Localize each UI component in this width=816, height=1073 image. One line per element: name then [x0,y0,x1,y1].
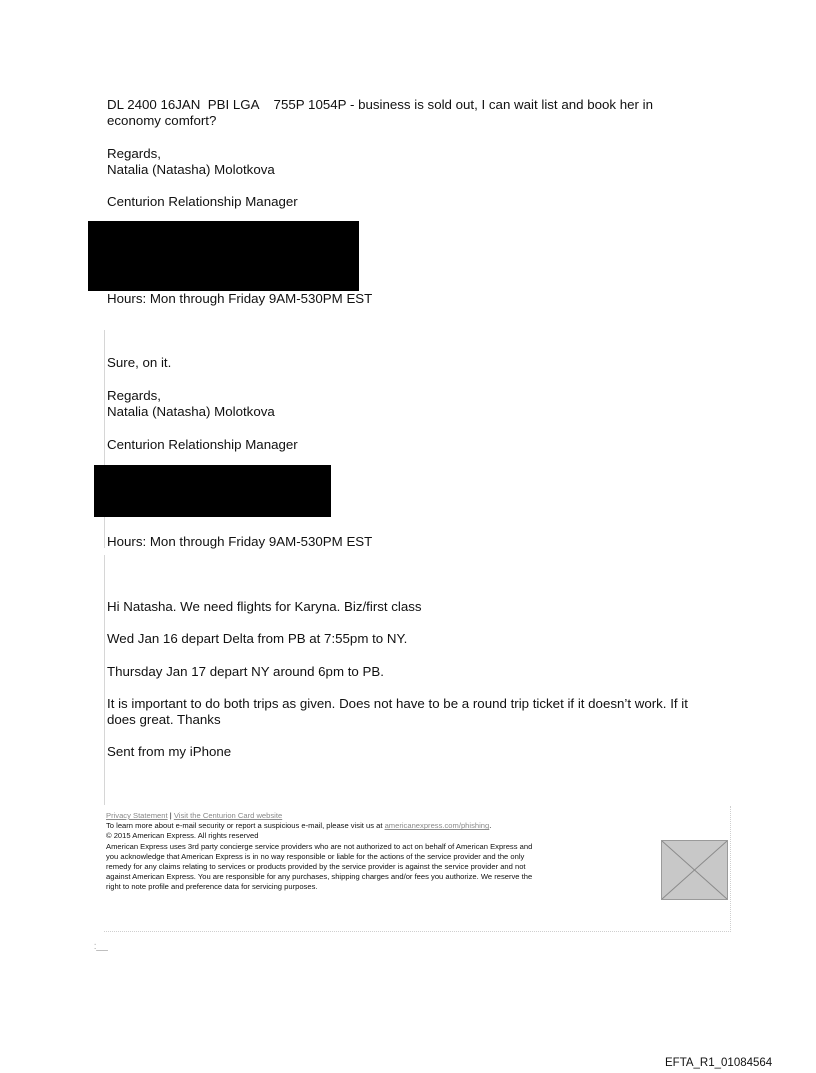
footer-text [106,811,658,893]
centurion-website-link[interactable]: Visit the Centurion Card website [173,811,283,820]
document-id-stamp: EFTA_R1_01084564 [665,1057,773,1069]
email1-line1: DL 2400 16JAN PBI LGA 755P 1054P - business is sold out, I can wait list and book her in [107,97,653,112]
disclaimer-line-2: you acknowledge that American Express is in no way responsible or liable for the actions of the service provider and the only [106,851,525,861]
footer-link-separator: | [169,811,172,820]
security-notice [106,821,658,831]
email1-sender-name: Natalia (Natasha) Molotkova [107,162,275,177]
email1-line2: economy comfort? [107,113,217,128]
disclaimer-line-5: right to note profile and preference data for servicing purposes. [106,882,318,892]
redaction-block-2 [94,465,331,517]
quote-bar-2 [104,555,105,805]
email3-note-line1: It is important to do both trips as given. Does not have to be a round trip ticket if it doesn’t work. If it [107,696,688,711]
scan-artifact-mark: ⁚___ [94,944,108,951]
privacy-statement-link[interactable]: Privacy Statement [106,811,168,820]
missing-image-placeholder-icon [661,840,728,900]
email2-sender-title: Centurion Relationship Manager [107,437,298,452]
redaction-block-1 [88,221,359,291]
email3-leg1: Wed Jan 16 depart Delta from PB at 7:55pm to NY. [107,631,408,646]
copyright: © 2015 American Express. All rights reserved [106,831,259,841]
security-prefix: To learn more about e-mail security or report a suspicious e-mail, please visit us at [106,821,385,831]
email1-regards: Regards, [107,146,161,161]
image-cross-icon [662,841,727,899]
disclaimer-line-1: American Express uses 3rd party concierge service providers who are not authorized to act on behalf of American Express and [106,841,533,851]
email2-hours: Hours: Mon through Friday 9AM-530PM EST [107,534,373,549]
email3-note-line2: does great. Thanks [107,712,221,727]
phishing-link[interactable]: americanexpress.com/phishing [384,821,490,831]
email1-sender-title: Centurion Relationship Manager [107,194,298,209]
email2-body: Sure, on it. [107,355,172,370]
email2-sender-name: Natalia (Natasha) Molotkova [107,404,275,419]
security-suffix: . [489,821,492,831]
disclaimer-line-3: remedy for any claims relating to services or products provided by the service provider is against the service provider and not [106,862,526,872]
email3-signature: Sent from my iPhone [107,744,232,759]
footer-links-row [106,811,658,821]
email3-greeting: Hi Natasha. We need flights for Karyna. Biz/first class [107,599,422,614]
email1-hours: Hours: Mon through Friday 9AM-530PM EST [107,291,373,306]
email2-regards: Regards, [107,388,161,403]
disclaimer-line-4: against American Express. You are responsible for any purchases, shipping charges and/or fees you authorize. We reserve the [106,872,533,882]
email3-leg2: Thursday Jan 17 depart NY around 6pm to PB. [107,664,384,679]
